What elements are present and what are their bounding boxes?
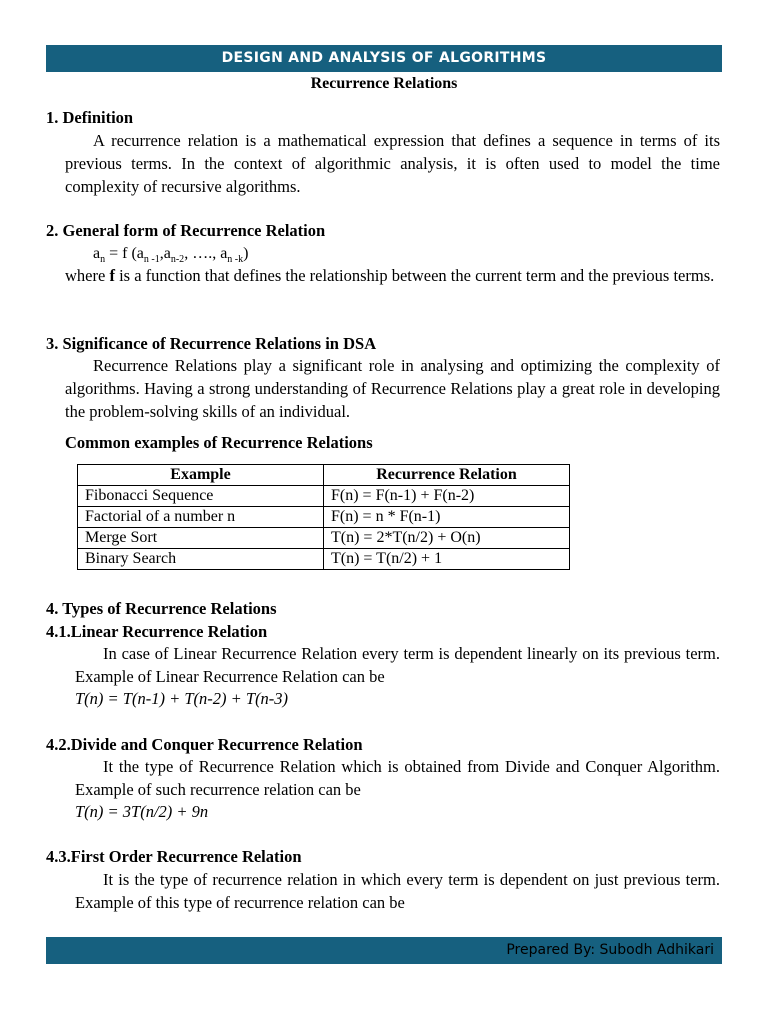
table-cell: Factorial of a number n <box>78 507 324 528</box>
table-row <box>78 528 570 549</box>
section-3-heading: 3. Significance of Recurrence Relations in DSA <box>46 334 377 353</box>
footer-author: Prepared By: Subodh Adhikari <box>506 942 714 958</box>
general-form-formula: $a_n = f$ ($a_{n -1},a_{n-2}$, …., $a_{n -k}$) <box>93 245 249 266</box>
page-footer-bar <box>46 937 722 964</box>
examples-heading: Common examples of Recurrence Relations <box>65 433 373 452</box>
section-3-body: Recurrence Relations play a significant role in analysing and optimizing the complexity of algorithms. Having a strong understanding of Recurrence Relations play a great role in developing the problem-solving skills of an individual. <box>65 356 720 421</box>
header-title: DESIGN AND ANALYSIS OF ALGORITHMS <box>221 50 547 66</box>
section-2-where-text: where f is a function that defines the relationship between the current term and the previous terms. <box>65 266 715 285</box>
table-header-row <box>78 465 570 486</box>
section-4-2-heading: 4.2.Divide and Conquer Recurrence Relation <box>46 735 363 754</box>
table-cell: F(n) = n * F(n-1) <box>324 507 570 528</box>
table-row <box>78 486 570 507</box>
table-header-cell: Recurrence Relation <box>324 465 570 486</box>
section-4-3-heading: 4.3.First Order Recurrence Relation <box>46 847 302 866</box>
section-4-heading: 4. Types of Recurrence Relations <box>46 599 277 618</box>
page-header-bar <box>46 45 722 72</box>
table-cell: T(n) = T(n/2) + 1 <box>324 549 570 570</box>
table-header-cell: Example <box>78 465 324 486</box>
section-4-2-body: It the type of Recurrence Relation which is obtained from Divide and Conquer Algorithm. Example of such recurrence relation can be <box>75 757 720 799</box>
table-cell: Fibonacci Sequence <box>78 486 324 507</box>
section-4-1-heading: 4.1.Linear Recurrence Relation <box>46 622 268 641</box>
section-2-heading: 2. General form of Recurrence Relation <box>46 221 326 240</box>
table-row <box>78 507 570 528</box>
section-4-1-example: T(n) = T(n-1) + T(n-2) + T(n-3) <box>75 689 289 708</box>
table-cell: Merge Sort <box>78 528 324 549</box>
section-1-body: A recurrence relation is a mathematical expression that defines a sequence in terms of its previous terms. In the context of algorithmic analysis, it is often used to model the time complexity of recursive algorithms. <box>65 131 720 196</box>
section-4-1-body: In case of Linear Recurrence Relation every term is dependent linearly on its previous term. Example of Linear Recurrence Relation can be <box>75 644 720 686</box>
page-subtitle: Recurrence Relations <box>310 75 458 92</box>
table-row <box>78 549 570 570</box>
table-cell: F(n) = F(n-1) + F(n-2) <box>324 486 570 507</box>
table-cell: T(n) = 2*T(n/2) + O(n) <box>324 528 570 549</box>
section-4-3-body: It is the type of recurrence relation in which every term is dependent on just previous term. Example of this type of recurrence relation can be <box>75 870 720 912</box>
section-1-heading: 1. Definition <box>46 108 134 127</box>
section-4-2-example: T(n) = 3T(n/2) + 9n <box>75 802 209 821</box>
table-cell: Binary Search <box>78 549 324 570</box>
recurrence-examples-table <box>77 464 570 570</box>
